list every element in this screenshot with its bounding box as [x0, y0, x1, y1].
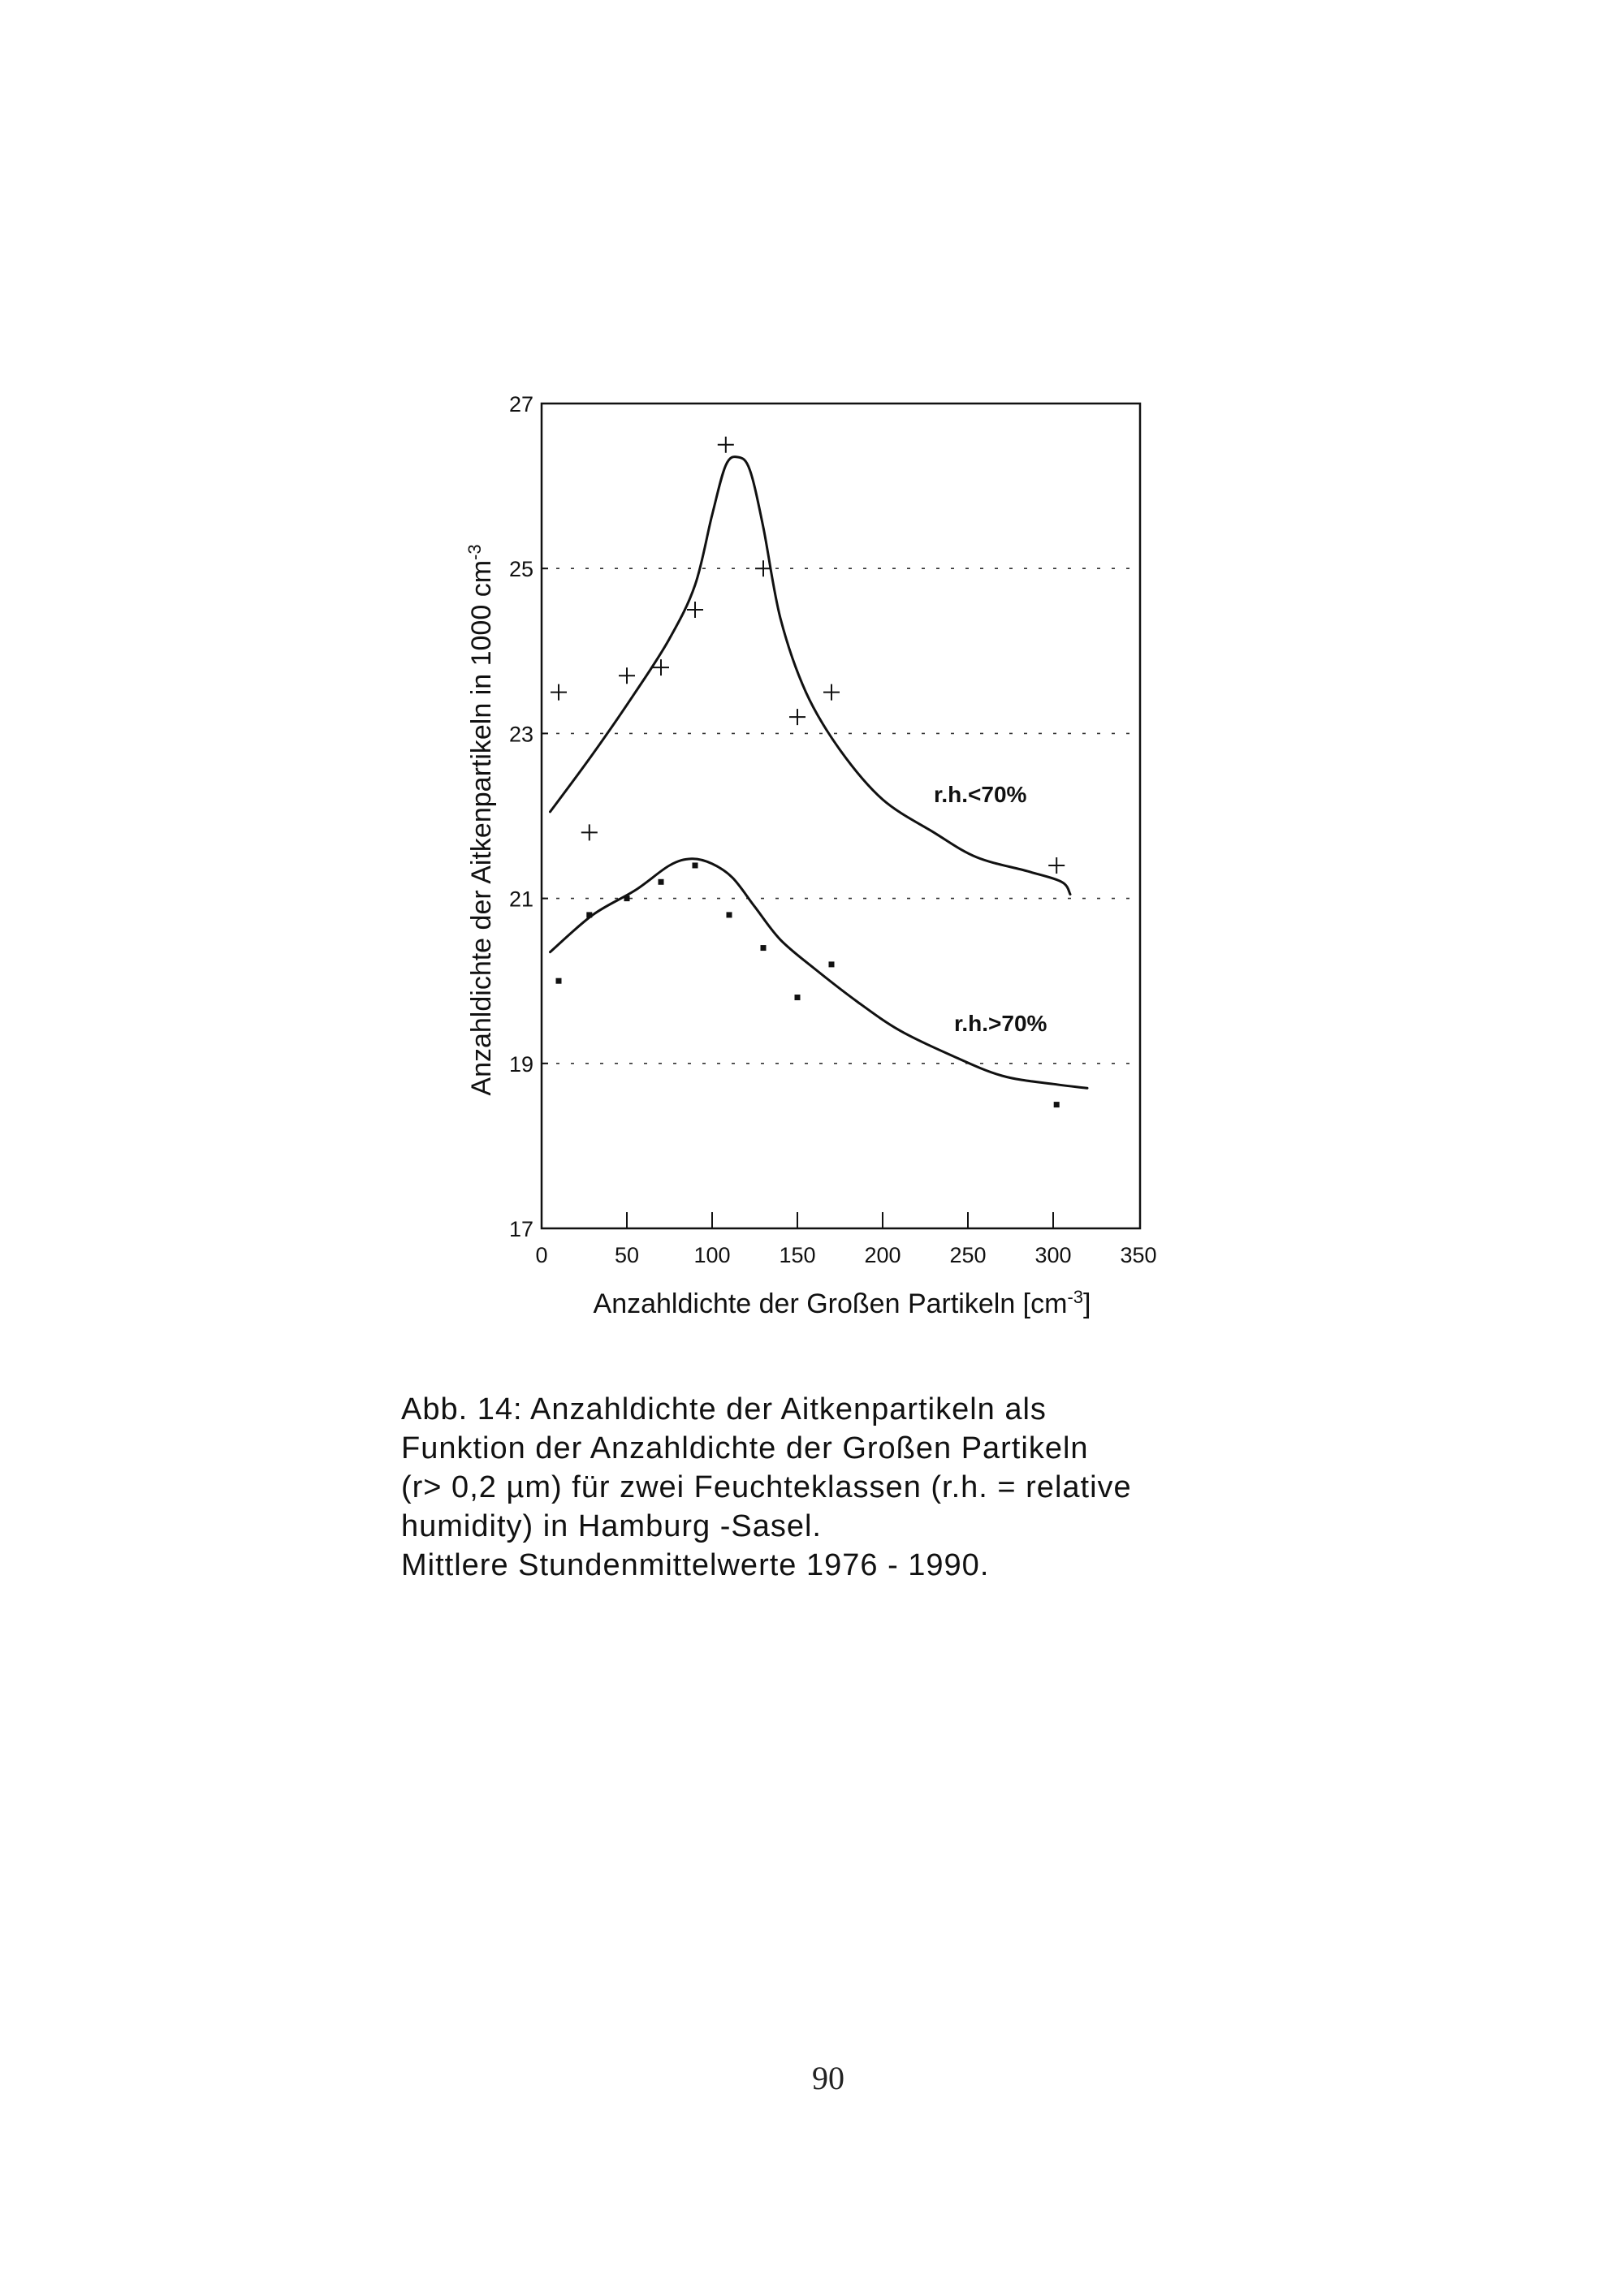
y-tick-label-25: 25 — [508, 557, 533, 582]
y-tick-label-27: 27 — [508, 392, 533, 416]
x-tick-label-300: 300 — [1034, 1243, 1072, 1267]
x-tick-label-250: 250 — [949, 1243, 987, 1267]
data-point-plus-5 — [687, 602, 703, 618]
x-tick-label-350: 350 — [1120, 1243, 1157, 1267]
caption-line: Funktion der Anzahldichte der Großen Partikeln — [401, 1431, 1089, 1465]
x-tick-label-150: 150 — [779, 1243, 816, 1267]
page-number: 90 — [812, 2060, 844, 2096]
data-point-square-3 — [624, 896, 630, 901]
plot-frame — [542, 404, 1140, 1228]
data-point-plus-6 — [718, 437, 734, 453]
y-tick-label-21: 21 — [508, 887, 533, 912]
data-point-plus-2 — [581, 824, 598, 840]
data-point-square-7 — [761, 945, 767, 951]
data-point-square-8 — [795, 995, 801, 1000]
data-points — [551, 437, 1065, 1107]
x-tick-label-50: 50 — [614, 1243, 640, 1267]
data-point-plus-1 — [551, 684, 567, 701]
data-point-square-6 — [727, 912, 732, 917]
x-tick-label-200: 200 — [864, 1243, 901, 1267]
caption-line: (r> 0,2 µm) für zwei Feuchteklassen (r.h. = relative — [401, 1470, 1132, 1504]
x-axis-title: Anzahldichte der Großen Partikeln $[cm^{-3}]$ — [593, 1286, 1091, 1319]
data-point-square-5 — [693, 862, 698, 868]
curve-series-2 — [551, 859, 1088, 1089]
data-point-plus-9 — [823, 684, 840, 701]
fit-curves — [551, 457, 1088, 1089]
x-tick-label-100: 100 — [693, 1243, 731, 1267]
data-point-plus-8 — [789, 709, 806, 725]
data-point-plus-10 — [1048, 857, 1065, 874]
x-tick-label-0: 0 — [535, 1243, 548, 1267]
y-tick-label-17: 17 — [508, 1217, 533, 1241]
y-tick-label-23: 23 — [508, 722, 533, 747]
figure-caption — [401, 1390, 1294, 1585]
data-point-plus-3 — [619, 667, 635, 684]
data-point-square-4 — [659, 879, 664, 885]
caption-line: Abb. 14: Anzahldichte der Aitkenpartikeln als — [401, 1392, 1047, 1426]
data-point-square-1 — [556, 978, 562, 984]
axis-ticks — [542, 404, 1053, 1228]
y-tick-label-19: 19 — [508, 1051, 533, 1077]
data-point-square-2 — [586, 912, 592, 917]
caption-line: humidity) in Hamburg -Sasel. — [401, 1509, 822, 1543]
tick-labels — [509, 392, 1157, 1267]
series-label-lower: r.h.>70% — [954, 1011, 1047, 1036]
caption-line: Mittlere Stundenmittelwerte 1976 - 1990. — [401, 1548, 990, 1582]
series-label-upper: r.h.<70% — [934, 782, 1027, 807]
data-point-square-10 — [1054, 1102, 1060, 1107]
data-point-square-9 — [829, 961, 835, 967]
y-axis-title: Anzahldichte der Aitkenpartikeln in 1000 $cm^{-3}$ — [464, 544, 497, 1096]
